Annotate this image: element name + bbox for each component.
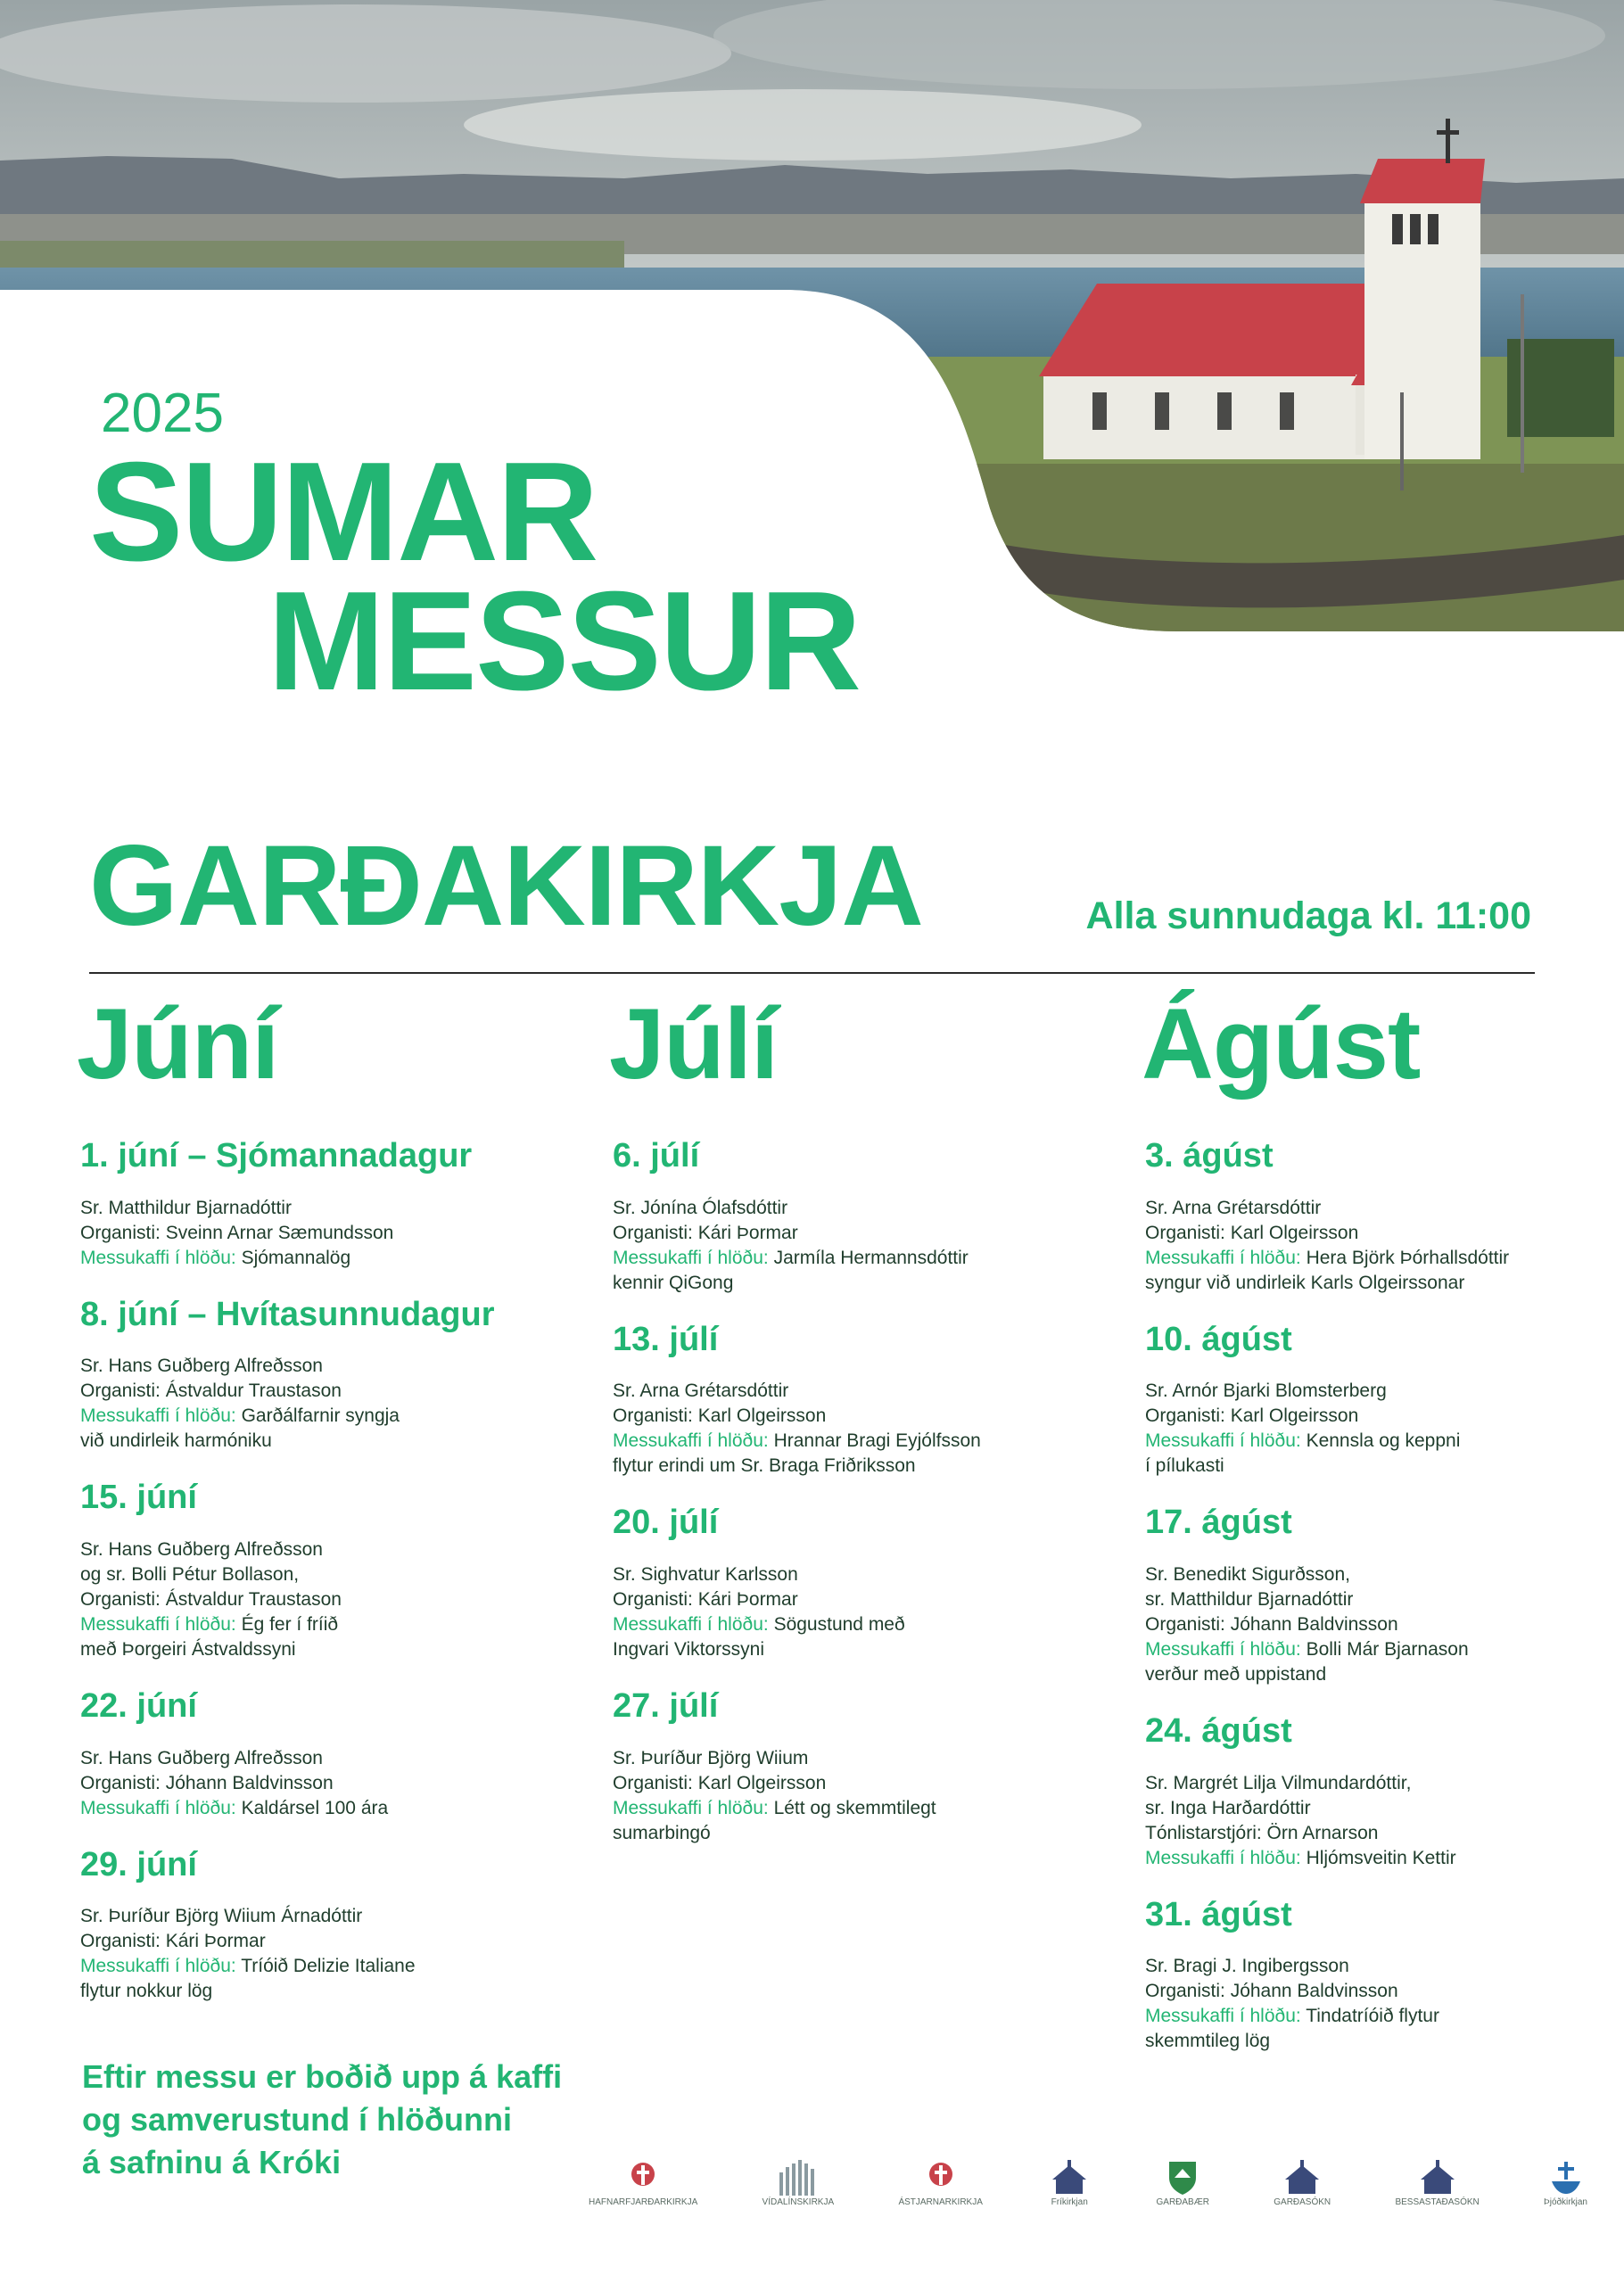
cross-icon <box>630 2158 656 2197</box>
messukaffi-text: Kaldársel 100 ára <box>241 1797 389 1818</box>
messukaffi-text: með Þorgeiri Ástvaldssyni <box>80 1639 296 1661</box>
partner-logo-label: Fríkirkjan <box>1051 2197 1088 2207</box>
service-time: Alla sunnudaga kl. 11:00 <box>1085 894 1531 937</box>
service-date: 22. júní <box>80 1687 197 1726</box>
detail-line: Sr. Hans Guðberg Alfreðsson <box>80 1539 323 1561</box>
messukaffi-label: Messukaffi í hlöðu: <box>1145 1430 1301 1452</box>
detail-line: Sr. Benedikt Sigurðsson, <box>1145 1564 1350 1586</box>
messukaffi-label: Messukaffi í hlöðu: <box>1145 1247 1301 1268</box>
messukaffi-label: Messukaffi í hlöðu: <box>80 1405 236 1427</box>
messukaffi-text: Kennsla og keppni <box>1306 1430 1461 1452</box>
church-icon <box>1280 2158 1324 2197</box>
service-date: 20. júlí <box>613 1504 719 1542</box>
detail-line: sr. Matthildur Bjarnadóttir <box>1145 1589 1354 1611</box>
messukaffi-label: Messukaffi í hlöðu: <box>613 1430 769 1452</box>
service-entry <box>609 1504 1109 1662</box>
month-heading: Júní <box>77 988 279 1100</box>
service-details <box>80 1904 576 2004</box>
service-details <box>1145 1562 1605 1687</box>
partner-logo <box>1157 2158 1209 2207</box>
shield-icon <box>1167 2158 1198 2197</box>
month-heading: Ágúst <box>1142 988 1421 1100</box>
service-date: 31. ágúst <box>1145 1895 1292 1933</box>
messukaffi-text: Sögustund með <box>773 1614 905 1636</box>
messukaffi-text: Hljómsveitin Kettir <box>1306 1847 1456 1868</box>
messukaffi-text: kennir QiGong <box>613 1272 734 1293</box>
detail-line: Organisti: Karl Olgeirsson <box>613 1772 827 1793</box>
messukaffi-label: Messukaffi í hlöðu: <box>1145 1639 1301 1661</box>
detail-line: Organisti: Jóhann Baldvinsson <box>1145 1614 1398 1636</box>
footer-line: og samverustund í hlöðunni <box>82 2101 513 2138</box>
messukaffi-text: Sjómannalög <box>241 1247 351 1268</box>
detail-line: Sr. Bragi J. Ingibergsson <box>1145 1956 1349 1977</box>
messukaffi-label: Messukaffi í hlöðu: <box>80 1797 236 1818</box>
service-date: 8. júní – Hvítasunnudagur <box>80 1295 495 1333</box>
service-entry <box>77 1137 576 1271</box>
month-column-august <box>1142 988 1605 2079</box>
detail-line: sr. Inga Harðardóttir <box>1145 1797 1311 1818</box>
detail-line: Sr. Matthildur Bjarnadóttir <box>80 1197 292 1218</box>
messukaffi-label: Messukaffi í hlöðu: <box>80 1247 236 1268</box>
service-date: 17. ágúst <box>1145 1504 1292 1542</box>
partner-logo <box>1274 2158 1331 2207</box>
detail-line: Organisti: Ástvaldur Traustason <box>80 1381 342 1402</box>
detail-line: og sr. Bolli Pétur Bollason, <box>80 1564 300 1586</box>
service-details <box>1145 1771 1605 1871</box>
messukaffi-text: í pílukasti <box>1145 1455 1224 1477</box>
service-entry <box>1142 1321 1605 1479</box>
messukaffi-text: flytur erindi um Sr. Braga Friðriksson <box>613 1455 916 1477</box>
service-details <box>80 1746 576 1821</box>
messukaffi-label: Messukaffi í hlöðu: <box>613 1614 769 1636</box>
service-entry <box>77 1846 576 2005</box>
service-entry <box>609 1321 1109 1479</box>
detail-line: Organisti: Ástvaldur Traustason <box>80 1589 342 1611</box>
messukaffi-label: Messukaffi í hlöðu: <box>80 1956 236 1977</box>
partner-logo-label: Þjóðkirkjan <box>1544 2197 1587 2207</box>
messukaffi-text: Hera Björk Þórhallsdóttir <box>1306 1247 1510 1268</box>
service-entry <box>1142 1504 1605 1687</box>
divider <box>89 972 1535 974</box>
messukaffi-text: sumarbingó <box>613 1822 711 1843</box>
service-details <box>80 1354 576 1454</box>
messukaffi-text: Ég fer í fríið <box>241 1614 339 1636</box>
month-column-june <box>77 988 576 2029</box>
partner-logo <box>763 2158 835 2207</box>
year-label: 2025 <box>101 383 224 444</box>
service-entry <box>77 1687 576 1821</box>
month-heading: Júlí <box>609 988 778 1100</box>
messukaffi-text: Létt og skemmtilegt <box>773 1797 936 1818</box>
service-date: 1. júní – Sjómannadagur <box>80 1137 473 1174</box>
detail-line: Sr. Jónína Ólafsdóttir <box>613 1197 788 1218</box>
service-date: 24. ágúst <box>1145 1712 1292 1751</box>
service-date: 3. ágúst <box>1145 1137 1274 1174</box>
footer-note <box>82 2056 562 2184</box>
service-details <box>613 1196 1109 1296</box>
boat-cross-icon <box>1548 2158 1584 2197</box>
messukaffi-text: Bolli Már Bjarnason <box>1306 1639 1469 1661</box>
messukaffi-label: Messukaffi í hlöðu: <box>613 1247 769 1268</box>
messukaffi-text: Tríóið Delizie Italiane <box>241 1956 416 1977</box>
partner-logo <box>1047 2158 1092 2207</box>
partner-logo <box>589 2158 697 2207</box>
detail-line: Organisti: Kári Þormar <box>613 1589 798 1611</box>
month-column-july <box>609 988 1109 1871</box>
messukaffi-text: syngur við undirleik Karls Olgeirssonar <box>1145 1272 1465 1293</box>
detail-line: Organisti: Jóhann Baldvinsson <box>80 1772 334 1793</box>
service-details <box>80 1537 576 1662</box>
detail-line: Organisti: Sveinn Arnar Sæmundsson <box>80 1222 394 1243</box>
detail-line: Organisti: Karl Olgeirsson <box>1145 1405 1359 1427</box>
title-messur: MESSUR <box>268 563 860 720</box>
service-details <box>613 1379 1109 1479</box>
partner-logo-label: ÁSTJARNARKIRKJA <box>898 2197 983 2207</box>
messukaffi-text: Garðálfarnir syngja <box>241 1405 400 1427</box>
partner-logo <box>1544 2158 1587 2207</box>
service-entry <box>609 1687 1109 1846</box>
service-entry <box>609 1137 1109 1296</box>
messukaffi-label: Messukaffi í hlöðu: <box>80 1614 236 1636</box>
detail-line: Sr. Þuríður Björg Wiium <box>613 1747 809 1768</box>
organ-icon <box>776 2158 820 2197</box>
service-date: 6. júlí <box>613 1137 700 1174</box>
service-date: 10. ágúst <box>1145 1320 1292 1358</box>
messukaffi-text: Tindatríóið flytur <box>1306 2006 1439 2027</box>
detail-line: Sr. Margrét Lilja Vilmundardóttir, <box>1145 1772 1412 1793</box>
service-entry <box>77 1479 576 1662</box>
service-details <box>613 1746 1109 1846</box>
detail-line: Sr. Hans Guðberg Alfreðsson <box>80 1747 323 1768</box>
service-entry <box>1142 1896 1605 2055</box>
messukaffi-text: við undirleik harmóniku <box>80 1430 272 1452</box>
messukaffi-text: flytur nokkur lög <box>80 1981 213 2002</box>
detail-line: Organisti: Karl Olgeirsson <box>1145 1222 1359 1243</box>
service-entry <box>77 1296 576 1455</box>
service-date: 13. júlí <box>613 1320 719 1358</box>
messukaffi-text: skemmtileg lög <box>1145 2031 1271 2052</box>
service-entry <box>1142 1137 1605 1296</box>
service-date: 27. júlí <box>613 1687 719 1726</box>
service-details <box>1145 1196 1605 1296</box>
partner-logo-label: GARÐABÆR <box>1156 2197 1209 2207</box>
footer-line: á safninu á Króki <box>82 2144 342 2180</box>
title-sumar: SUMAR <box>89 433 598 590</box>
detail-line: Sr. Arna Grétarsdóttir <box>613 1381 789 1402</box>
service-details <box>1145 1954 1605 2054</box>
service-details <box>80 1196 576 1271</box>
messukaffi-text: verður með uppistand <box>1145 1664 1327 1685</box>
partner-logo <box>898 2158 982 2207</box>
partner-logos <box>589 2136 1587 2207</box>
church-name: GARÐAKIRKJA <box>89 822 923 950</box>
detail-line: Sr. Arna Grétarsdóttir <box>1145 1197 1322 1218</box>
partner-logo <box>1395 2158 1479 2207</box>
church-icon <box>1415 2158 1460 2197</box>
partner-logo-label: BESSASTAÐASÓKN <box>1395 2197 1480 2207</box>
detail-line: Sr. Þuríður Björg Wiium Árnadóttir <box>80 1906 363 1927</box>
partner-logo-label: GARÐASÓKN <box>1274 2197 1331 2207</box>
detail-line: Sr. Arnór Bjarki Blomsterberg <box>1145 1381 1387 1402</box>
service-details <box>1145 1379 1605 1479</box>
service-date: 29. júní <box>80 1845 197 1883</box>
detail-line: Sr. Sighvatur Karlsson <box>613 1564 798 1586</box>
messukaffi-text: Hrannar Bragi Eyjólfsson <box>773 1430 981 1452</box>
service-date: 15. júní <box>80 1479 197 1517</box>
messukaffi-label: Messukaffi í hlöðu: <box>1145 1847 1301 1868</box>
church-icon <box>1047 2158 1092 2197</box>
footer-line: Eftir messu er boðið upp á kaffi <box>82 2058 563 2095</box>
messukaffi-text: Ingvari Viktorssyni <box>613 1639 765 1661</box>
detail-line: Organisti: Karl Olgeirsson <box>613 1405 827 1427</box>
detail-line: Organisti: Kári Þormar <box>80 1931 266 1952</box>
service-details <box>613 1562 1109 1662</box>
messukaffi-label: Messukaffi í hlöðu: <box>1145 2006 1301 2027</box>
detail-line: Organisti: Kári Þormar <box>613 1222 798 1243</box>
partner-logo-label: HAFNARFJARÐARKIRKJA <box>589 2197 698 2207</box>
messukaffi-label: Messukaffi í hlöðu: <box>613 1797 769 1818</box>
partner-logo-label: VÍDALÍNSKIRKJA <box>762 2197 835 2207</box>
detail-line: Organisti: Jóhann Baldvinsson <box>1145 1981 1398 2002</box>
messukaffi-text: Jarmíla Hermannsdóttir <box>773 1247 969 1268</box>
detail-line: Tónlistarstjóri: Örn Arnarson <box>1145 1822 1379 1843</box>
cross-icon <box>927 2158 954 2197</box>
detail-line: Sr. Hans Guðberg Alfreðsson <box>80 1356 323 1377</box>
service-entry <box>1142 1712 1605 1871</box>
